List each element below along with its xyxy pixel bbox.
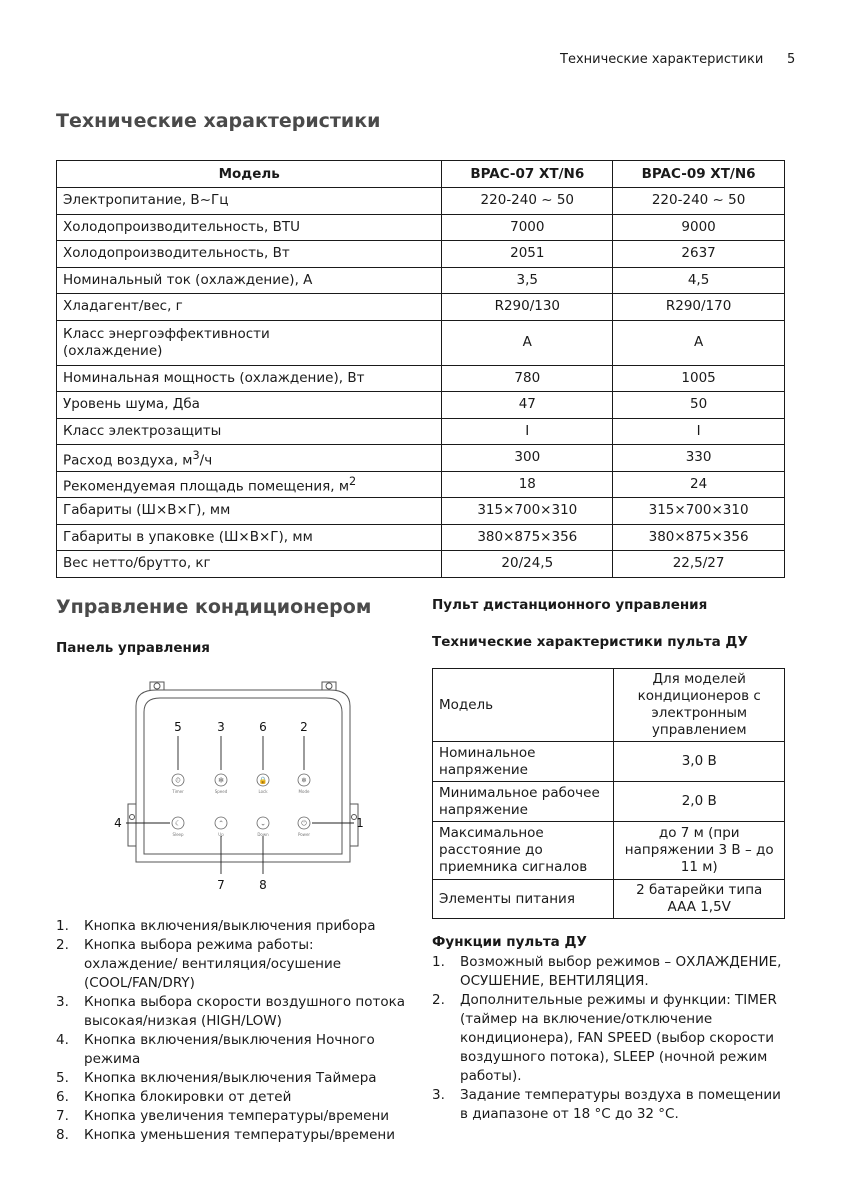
table-row: [57, 320, 785, 365]
panel-button-lock: [257, 774, 269, 794]
button-label: Timer: [172, 789, 184, 794]
table-row: [57, 214, 785, 241]
value-cell: 300: [442, 445, 613, 472]
list-item: [432, 991, 784, 1086]
item-number: 5.: [56, 1070, 69, 1086]
table-row: [57, 267, 785, 294]
panel-button-timer: [171, 774, 184, 794]
value-cell: R290/130: [442, 294, 613, 321]
button-label: Down: [257, 832, 269, 837]
item-text: Кнопка блокировки от детей: [84, 1089, 292, 1105]
item-text: Кнопка выбора скорости воздушного потока высокая/низкая (HIGH/LOW): [84, 994, 406, 1029]
control-heading: Управление кондиционером: [56, 596, 372, 618]
table-row: [57, 365, 785, 392]
spec-header-row: [57, 161, 785, 188]
table-row: [57, 445, 785, 472]
value-cell: 24: [613, 471, 785, 498]
table-row: [57, 392, 785, 419]
param-cell: Холодопроизводительность, BTU: [57, 214, 442, 241]
panel-outline: [128, 682, 358, 862]
value-cell: 780: [442, 365, 613, 392]
value-cell: A: [613, 320, 785, 365]
value-cell: R290/170: [613, 294, 785, 321]
param-text: Расход воздуха, м: [63, 452, 193, 468]
item-number: 3.: [432, 1087, 445, 1103]
param-cell: Уровень шума, Дба: [57, 392, 442, 419]
item-text: Кнопка увеличения температуры/времени: [84, 1108, 390, 1124]
column-header-bpac-09: BPAC-09 XT/N6: [613, 161, 785, 188]
panel-button-up: [215, 817, 227, 837]
item-number: 1.: [432, 954, 445, 970]
param-cell: Электропитание, В~Гц: [57, 188, 442, 215]
list-item: [56, 1107, 406, 1126]
item-number: 8.: [56, 1127, 69, 1143]
page-number: 5: [787, 52, 796, 67]
table-row: [57, 188, 785, 215]
item-number: 2.: [432, 992, 445, 1008]
param-cell: Номинальная мощность (охлаждение), Вт: [57, 365, 442, 392]
panel-button-sleep: [172, 817, 184, 837]
param-line: (охлаждение): [63, 342, 163, 359]
table-row: [433, 880, 785, 919]
value-cell: I: [613, 418, 785, 445]
table-row: [433, 669, 785, 742]
value-cell: 380×875×356: [613, 524, 785, 551]
value-cell: 2637: [613, 241, 785, 268]
list-item: [432, 1086, 784, 1124]
value-cell: 330: [613, 445, 785, 472]
value-cell: 7000: [442, 214, 613, 241]
callout-number: 2: [300, 720, 308, 734]
snowflake-icon: ❄: [301, 776, 307, 785]
remote-heading: Пульт дистанционного управления: [432, 597, 708, 613]
value-cell: 9000: [613, 214, 785, 241]
remote-functions-heading: Функции пульта ДУ: [432, 934, 587, 950]
clock-icon: ⏲: [175, 776, 181, 785]
item-text: Кнопка уменьшения температуры/времени: [84, 1127, 396, 1143]
value-cell: 380×875×356: [442, 524, 613, 551]
value-cell: 3,0 В: [614, 742, 785, 782]
item-number: 7.: [56, 1108, 69, 1124]
table-row: [57, 498, 785, 525]
superscript: 2: [349, 475, 357, 488]
value-cell: 22,5/27: [613, 551, 785, 578]
panel-legend: [56, 917, 406, 1145]
superscript: 3: [192, 448, 200, 462]
list-item: [56, 1088, 406, 1107]
table-row: [57, 294, 785, 321]
table-row: [433, 782, 785, 822]
item-text: Кнопка выбора режима работы: охлаждение/ вентиляция/осушение (COOL/FAN/DRY): [84, 937, 342, 991]
button-label: Mode: [298, 789, 310, 794]
item-number: 6.: [56, 1089, 69, 1105]
param-cell: Номинальный ток (охлаждение), А: [57, 267, 442, 294]
param-cell: Модель: [433, 669, 614, 742]
remote-functions-list: [432, 953, 784, 1124]
list-item: [56, 936, 406, 993]
value-cell: 315×700×310: [442, 498, 613, 525]
item-text: Задание температуры воздуха в помещении в диапазоне от 18 °С до 32 °С.: [460, 1087, 781, 1122]
button-label: Sleep: [172, 832, 184, 837]
param-cell: [57, 471, 442, 498]
param-cell: Минимальное рабочее напряжение: [433, 782, 614, 822]
button-label: Up: [218, 832, 224, 837]
value-cell: Для моделей кондиционеров с электронным управлением: [614, 669, 785, 742]
button-label: Power: [297, 832, 311, 837]
running-header: Технические характеристики: [560, 52, 764, 67]
value-cell: 1005: [613, 365, 785, 392]
value-cell: I: [442, 418, 613, 445]
value-cell: 315×700×310: [613, 498, 785, 525]
table-row: [57, 241, 785, 268]
panel-button-mode: [298, 774, 310, 794]
chevron-down-icon: ⌄: [260, 819, 266, 828]
callout-number: 1: [356, 816, 364, 830]
control-panel-diagram: [110, 676, 376, 896]
callout-number: 5: [174, 720, 182, 734]
item-text: Кнопка включения/выключения Таймера: [84, 1070, 377, 1086]
panel-button-down: [257, 817, 269, 837]
item-number: 3.: [56, 994, 69, 1010]
value-cell: 18: [442, 471, 613, 498]
item-number: 2.: [56, 937, 69, 953]
value-cell: до 7 м (при напряжении 3 В – до 11 м): [614, 822, 785, 880]
table-row: [57, 471, 785, 498]
table-row: [57, 551, 785, 578]
spec-table: [56, 160, 785, 578]
value-cell: 20/24,5: [442, 551, 613, 578]
table-row: [433, 742, 785, 782]
param-cell: Вес нетто/брутто, кг: [57, 551, 442, 578]
value-cell: A: [442, 320, 613, 365]
param-text: Рекомендуемая площадь помещения, м: [63, 478, 350, 495]
column-header-bpac-07: BPAC-07 XT/N6: [442, 161, 613, 188]
param-cell: Холодопроизводительность, Вт: [57, 241, 442, 268]
list-item: [56, 1031, 406, 1069]
item-text: Кнопка включения/выключения Ночного режима: [84, 1032, 375, 1067]
param-cell: Габариты в упаковке (Ш×В×Г), мм: [57, 524, 442, 551]
list-item: [56, 1069, 406, 1088]
callout-number: 4: [114, 816, 122, 830]
remote-spec-heading: Технические характеристики пульта ДУ: [432, 634, 748, 650]
callout-number: 8: [259, 878, 267, 892]
table-row: [57, 418, 785, 445]
remote-spec-table: [432, 668, 785, 919]
spec-heading: Технические характеристики: [56, 110, 381, 132]
param-cell: [57, 445, 442, 472]
value-cell: 220-240 ~ 50: [613, 188, 785, 215]
value-cell: 3,5: [442, 267, 613, 294]
list-item: [56, 917, 406, 936]
item-text: Кнопка включения/выключения прибора: [84, 918, 376, 934]
panel-heading: Панель управления: [56, 640, 210, 656]
moon-icon: ☾: [174, 819, 182, 828]
callout-number: 6: [259, 720, 267, 734]
param-cell: [57, 320, 442, 365]
callout-number: 3: [217, 720, 225, 734]
value-cell: 4,5: [613, 267, 785, 294]
param-text: /ч: [199, 452, 213, 468]
list-item: [56, 993, 406, 1031]
param-line: Класс энергоэффективности: [63, 325, 270, 342]
value-cell: 220-240 ~ 50: [442, 188, 613, 215]
list-item: [56, 1126, 406, 1145]
column-header-model: Модель: [57, 161, 442, 188]
panel-buttons: [114, 720, 364, 892]
list-item: [432, 953, 784, 991]
item-number: 1.: [56, 918, 69, 934]
panel-button-power: [298, 817, 310, 837]
power-icon: ⏻: [301, 819, 307, 828]
item-text: Дополнительные режимы и функции: TIMER (таймер на включение/отключение кондиционера), FAN SPEED (выбор скорости воздушного потока), SLEEP (ночной режим работы).: [460, 992, 777, 1084]
value-cell: 2 батарейки типа AAA 1,5V: [614, 880, 785, 919]
value-cell: 2051: [442, 241, 613, 268]
param-cell: Номинальное напряжение: [433, 742, 614, 782]
param-cell: Максимальное расстояние до приемника сигналов: [433, 822, 614, 880]
callout-number: 7: [217, 878, 225, 892]
value-cell: 47: [442, 392, 613, 419]
item-text: Возможный выбор режимов – ОХЛАЖДЕНИЕ, ОСУШЕНИЕ, ВЕНТИЛЯЦИЯ.: [460, 954, 782, 989]
value-cell: 2,0 В: [614, 782, 785, 822]
item-number: 4.: [56, 1032, 69, 1048]
param-cell: Класс электрозащиты: [57, 418, 442, 445]
button-label: Speed: [214, 789, 228, 794]
button-label: Lock: [258, 789, 268, 794]
param-cell: Хладагент/вес, г: [57, 294, 442, 321]
table-row: [433, 822, 785, 880]
lock-icon: 🔒: [258, 776, 268, 785]
fan-icon: ✻: [218, 776, 224, 785]
panel-button-speed: [215, 774, 228, 794]
value-cell: 50: [613, 392, 785, 419]
param-cell: Габариты (Ш×В×Г), мм: [57, 498, 442, 525]
chevron-up-icon: ⌃: [218, 819, 224, 828]
param-cell: Элементы питания: [433, 880, 614, 919]
table-row: [57, 524, 785, 551]
